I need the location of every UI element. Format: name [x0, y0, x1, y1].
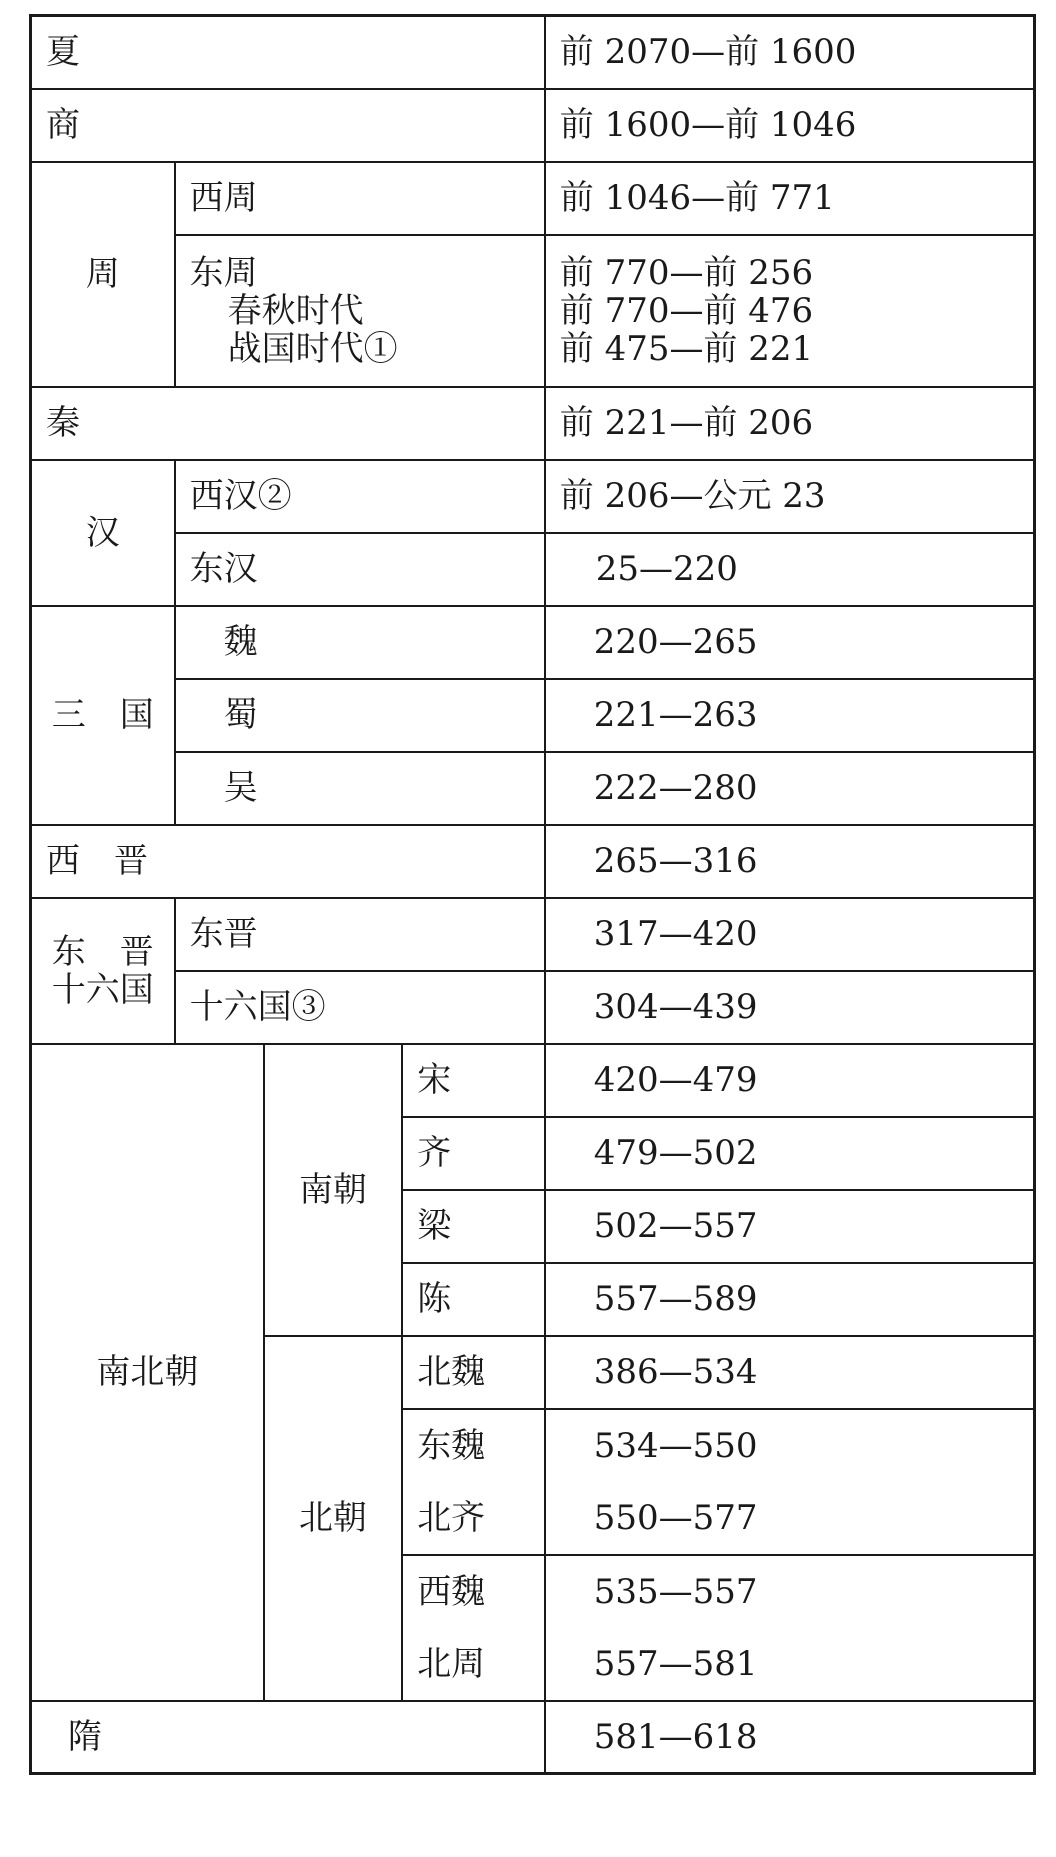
dynasty-name: 吴 [175, 752, 545, 825]
dynasty-group-name: 三 国 [31, 606, 175, 825]
dynasty-years: 前 2070—前 1600 [545, 16, 1035, 89]
dynasty-name: 梁 [402, 1190, 545, 1263]
dynasty-name: 夏 [31, 16, 545, 89]
dynasty-years: 502—557 [545, 1190, 1035, 1263]
dynasty-name: 北周 [402, 1628, 545, 1701]
dynasty-group-line: 东 晋 [51, 931, 154, 972]
period-years: 前 770—前 476 [559, 290, 814, 331]
dynasty-years: 25—220 [545, 533, 1035, 606]
dynasty-years: 535—557 [545, 1555, 1035, 1628]
dynasty-name: 西 晋 [31, 825, 545, 898]
dynasty-name: 魏 [175, 606, 545, 679]
dynasty-years: 前 206—公元 23 [545, 460, 1035, 533]
dynasty-group-name: 汉 [31, 460, 175, 606]
dynasty-years: 550—577 [545, 1482, 1035, 1555]
table-row [31, 1044, 1035, 1117]
dynasty-years: 534—550 [545, 1409, 1035, 1482]
dynasty-years: 前 1600—前 1046 [545, 89, 1035, 162]
dynasty-years-cell [545, 235, 1035, 387]
dynasty-years: 557—581 [545, 1628, 1035, 1701]
dynasty-name: 宋 [402, 1044, 545, 1117]
table-row [31, 679, 1035, 752]
dynasty-name: 商 [31, 89, 545, 162]
dynasty-years: 222—280 [545, 752, 1035, 825]
dynasty-name: 蜀 [175, 679, 545, 752]
dynasty-years: 前 770—前 256 [559, 252, 814, 293]
table-row [31, 460, 1035, 533]
dynasty-years: 前 221—前 206 [545, 387, 1035, 460]
dynasty-subgroup-name: 南朝 [264, 1044, 402, 1336]
table-row [31, 752, 1035, 825]
table-row [31, 971, 1035, 1044]
dynasty-years: 317—420 [545, 898, 1035, 971]
dynasty-name: 齐 [402, 1117, 545, 1190]
table-row [31, 606, 1035, 679]
dynasty-years: 420—479 [545, 1044, 1035, 1117]
dynasty-name: 东魏 [402, 1409, 545, 1482]
dynasty-group-line: 十六国 [51, 969, 154, 1010]
dynasty-group-name [31, 898, 175, 1044]
period-years: 前 475—前 221 [559, 328, 814, 369]
dynasty-subgroup-cell [175, 235, 545, 387]
dynasty-name: 西汉② [175, 460, 545, 533]
dynasty-name: 西周 [175, 162, 545, 235]
dynasty-years: 265—316 [545, 825, 1035, 898]
dynasty-name: 秦 [31, 387, 545, 460]
dynasty-name: 东汉 [175, 533, 545, 606]
chronology-table [29, 14, 1036, 1775]
table-row [31, 825, 1035, 898]
dynasty-years: 557—589 [545, 1263, 1035, 1336]
dynasty-name: 北魏 [402, 1336, 545, 1409]
dynasty-years: 479—502 [545, 1117, 1035, 1190]
table-row [31, 387, 1035, 460]
dynasty-name: 陈 [402, 1263, 545, 1336]
table-row [31, 1701, 1035, 1774]
dynasty-group-name: 周 [31, 162, 175, 387]
period-name: 春秋时代 [227, 290, 364, 331]
dynasty-name: 西魏 [402, 1555, 545, 1628]
period-name: 战国时代① [227, 328, 398, 369]
dynasty-name: 东晋 [175, 898, 545, 971]
dynasty-group-name: 南北朝 [31, 1044, 264, 1701]
dynasty-years: 221—263 [545, 679, 1035, 752]
dynasty-name: 北齐 [402, 1482, 545, 1555]
table-row [31, 898, 1035, 971]
table-row [31, 89, 1035, 162]
dynasty-years: 386—534 [545, 1336, 1035, 1409]
dynasty-name: 隋 [31, 1701, 545, 1774]
dynasty-years: 304—439 [545, 971, 1035, 1044]
table-row [31, 16, 1035, 89]
dynasty-years: 220—265 [545, 606, 1035, 679]
table-row [31, 162, 1035, 235]
table-row [31, 533, 1035, 606]
dynasty-name: 东周 [189, 252, 258, 293]
table-row [31, 235, 1035, 387]
dynasty-years: 前 1046—前 771 [545, 162, 1035, 235]
dynasty-years: 581—618 [545, 1701, 1035, 1774]
dynasty-subgroup-name: 北朝 [264, 1336, 402, 1701]
dynasty-name: 十六国③ [175, 971, 545, 1044]
